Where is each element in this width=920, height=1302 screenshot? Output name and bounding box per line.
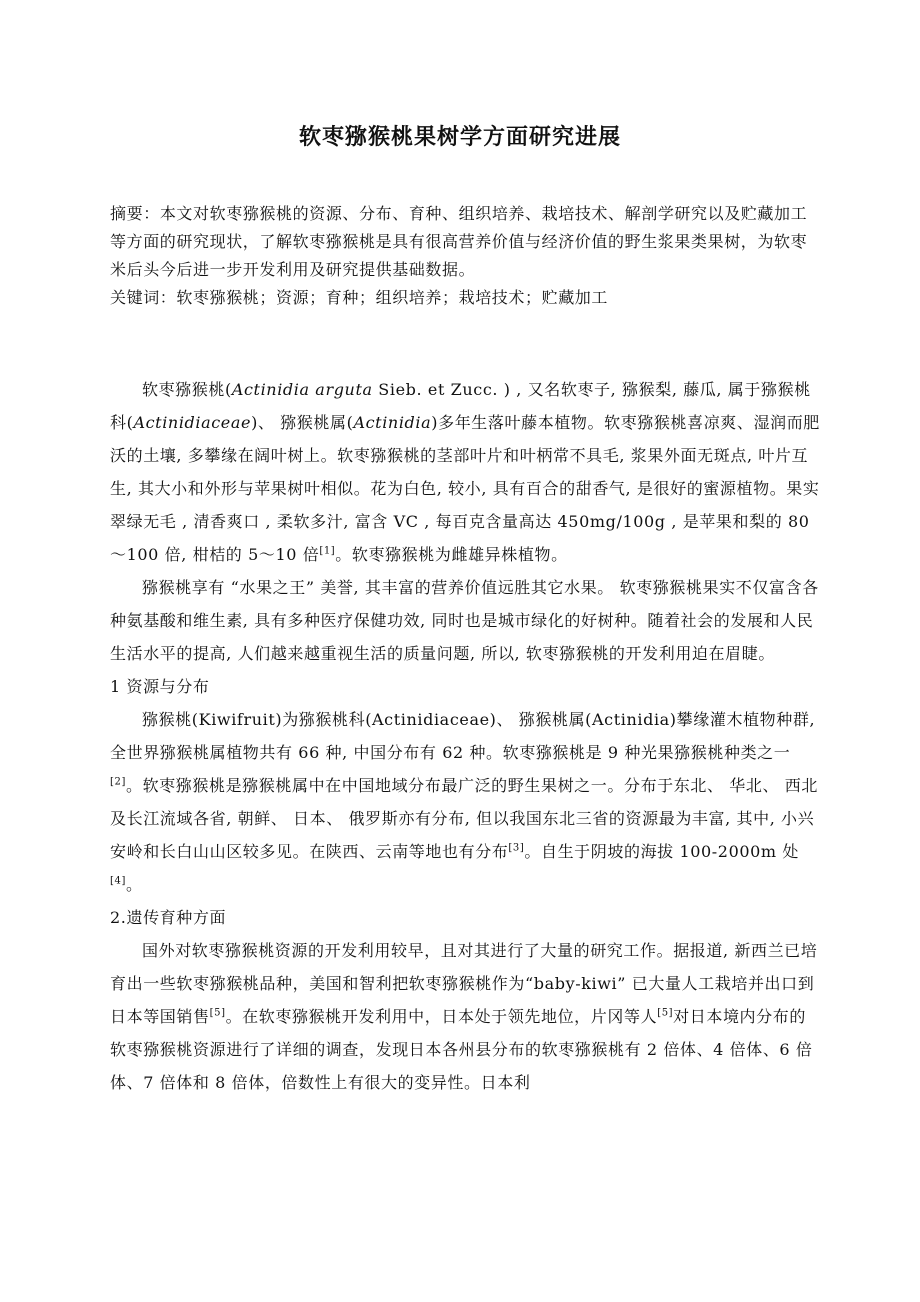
page-title: 软枣猕猴桃果树学方面研究进展 xyxy=(298,125,621,150)
intro-paragraph-1: 软枣猕猴桃(Actinidia arguta Sieb. et Zucc. ) , 又名软枣子, 猕猴梨, 藤瓜, 属于猕猴桃科(Actinidiaceae)、 猕猴桃属(Actinidia)多年生落叶藤本植物。软枣猕猴桃喜凉爽、湿润而肥沃的土壤, 多攀缘在阔叶树上。软枣猕猴桃的茎部叶片和叶柄常不具毛, 浆果外面无斑点, 叶片互生, 其大小和外形与苹果树叶相似。花为白色, 较小, 具有百合的甜香气, 是很好的蜜源植物。果实翠绿无毛 , 清香爽口 , 柔软多汁, 富含 VC , 每百克含量高达 450mg/100g , 是苹果和梨的 80～100 倍, 柑桔的 5～10 倍[1]。软枣猕猴桃为雌雄异株植物。 xyxy=(110,380,820,564)
abstract-paragraph xyxy=(110,200,820,284)
body-text xyxy=(110,373,820,1099)
section-1-paragraph: 猕猴桃(Kiwifruit)为猕猴桃科(Actinidiaceae)、 猕猴桃属(Actinidia)攀缘灌木植物种群, 全世界猕猴桃属植物共有 66 种, 中国分布有 62 种。软枣猕猴桃是 9 种光果猕猴桃种类之一[2]。软枣猕猴桃是猕猴桃属中在中国地域分布最广泛的野生果树之一。分布于东北、 华北、 西北及长江流域各省, 朝鲜、 日本、 俄罗斯亦有分布, 但以我国东北三省的资源最为丰富, 其中, 小兴安岭和长白山山区较多见。在陕西、云南等地也有分布[3]。自生于阴坡的海拔 100-2000m 处[4]。 xyxy=(110,710,818,894)
section-2-paragraph: 国外对软枣猕猴桃资源的开发利用较早，且对其进行了大量的研究工作。据报道, 新西兰已培育出一些软枣猕猴桃品种，美国和智利把软枣猕猴桃作为“baby-kiwi” 已大量人工栽培并出口到日本等国销售[5]。在软枣猕猴桃开发利用中，日本处于领先地位，片冈等人[5]对日本境内分布的软枣猕猴桃资源进行了详细的调查，发现日本各州县分布的软枣猕猴桃有 2 倍体、4 倍体、6 倍体、7 倍体和 8 倍体，倍数性上有很大的变异性。日本利 xyxy=(110,941,818,1092)
abstract-text: 本文对软枣猕猴桃的资源、分布、育种、组织培养、栽培技术、解剖学研究以及贮藏加工等方面的研究现状，了解软枣猕猴桃是具有很高营养价值与经济价值的野生浆果类果树，为软枣米后头今后进一步开发利用及研究提供基础数据。 xyxy=(110,204,808,279)
keywords-text: 软枣猕猴桃；资源；育种；组织培养；栽培技术；贮藏加工 xyxy=(176,288,609,307)
intro-paragraph-2: 猕猴桃享有 “水果之王” 美誉, 其丰富的营养价值远胜其它水果。 软枣猕猴桃果实不仅富含各种氨基酸和维生素, 具有多种医疗保健功效, 同时也是城市绿化的好树种。随着社会的发展和人民生活水平的提高, 人们越来越重视生活的质量问题, 所以, 软枣猕猴桃的开发利用迫在眉睫。 xyxy=(110,578,819,663)
section-heading-1: 1 资源与分布 xyxy=(110,677,210,696)
abstract-label: 摘要： xyxy=(110,204,160,223)
citation: [1] xyxy=(319,545,336,557)
section-heading-2: 2.遗传育种方面 xyxy=(110,908,227,927)
citation: [4] xyxy=(110,875,126,887)
family-name: Actinidiaceae xyxy=(133,413,252,432)
citation: [5] xyxy=(209,1007,226,1019)
citation: [3] xyxy=(508,842,525,854)
species-name: Actinidia arguta xyxy=(231,380,373,399)
keywords-paragraph xyxy=(110,284,820,312)
citation: [2] xyxy=(110,776,126,788)
citation: [5] xyxy=(657,1007,674,1019)
abstract-block xyxy=(110,200,820,312)
keywords-label: 关键词： xyxy=(110,288,177,307)
genus-name: Actinidia xyxy=(353,413,432,432)
